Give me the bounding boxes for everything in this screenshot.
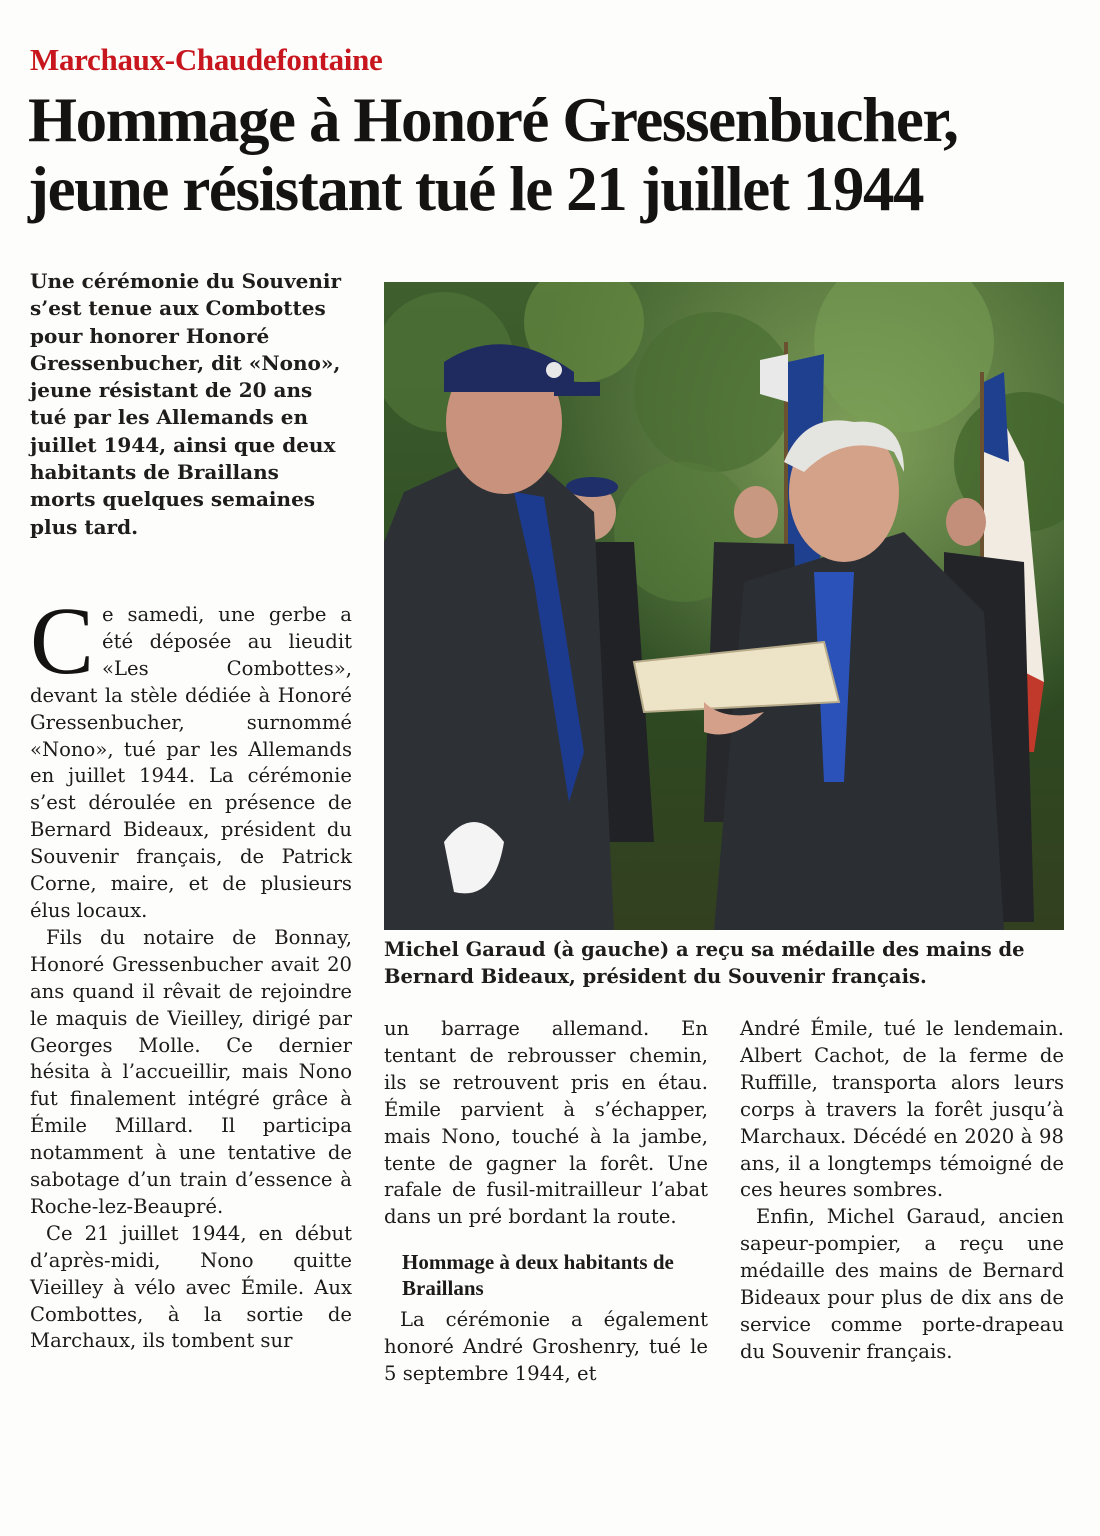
- column-3: [740, 1016, 1064, 1366]
- paragraph-5: Enfin, Michel Garaud, ancien sapeur-pompier, a reçu une médaille des mains de Bernard Bideaux pour plus de dix ans de service comme porte-drapeau du Souvenir français.: [740, 1205, 1064, 1363]
- article-intro: Une cérémonie du Souvenir s’est tenue aux Combottes pour honorer Honoré Gressenbucher, dit «Nono», jeune résistant de 20 ans tué par les Allemands en juillet 1944, ainsi que deux habitants de Braillans morts quelques semaines plus tard.: [30, 269, 341, 539]
- column-1: [30, 587, 352, 1355]
- paragraph-3-continued: un barrage allemand. En tentant de rebrousser chemin, ils se retrouvent pris en étau. Émile parvient à s’échapper, mais Nono, touché à la jambe, tente de gagner la forêt. Une rafale de fusil-mitrailleur l’abat dans un pré bordant la route.: [384, 1017, 708, 1229]
- subheading: Hommage à deux habitants de Braillans: [402, 1250, 674, 1301]
- paragraph-2: Fils du notaire de Bonnay, Honoré Gressenbucher avait 20 ans quand il rêvait de rejoindre le maquis de Vieilley, dirigé par Georges Molle. Ce dernier hésita à l’accueillir, mais Nono fut finalement intégré grâce à Émile Millard. Il participa notamment à une tentative de sabotage d’un train d’essence à Roche-lez-Beaupré.: [30, 925, 352, 1218]
- column-2: [384, 1016, 708, 1388]
- paragraph-4-continued: André Émile, tué le lendemain. Albert Cachot, de la ferme de Ruffille, transporta alors leurs corps à travers la forêt jusqu’à Marchaux. Décédé en 2020 à 98 ans, il a longtemps témoigné de ces heures sombres.: [740, 1017, 1064, 1202]
- paragraph-1: e samedi, une gerbe a été déposée au lieudit «Les Combottes», devant la stèle dédiée à Honoré Gressenbucher, surnommé «Nono», tué par les Allemands en juillet 1944. La cérémonie s’est déroulée en présence de Bernard Bideaux, président du Souvenir français, de Patrick Corne, maire, et de plusieurs élus locaux.: [30, 603, 352, 922]
- location-kicker: Marchaux-Chaudefontaine: [30, 42, 383, 77]
- paragraph-4-start: La cérémonie a également honoré André Groshenry, tué le 5 septembre 1944, et: [384, 1308, 708, 1386]
- paragraph-3-start: Ce 21 juillet 1944, en début d’après-midi, Nono quitte Vieilley à vélo avec Émile. Aux Combottes, à la sortie de Marchaux, ils tombent sur: [30, 1221, 352, 1353]
- headline: [28, 86, 1088, 224]
- photo-caption: Michel Garaud (à gauche) a reçu sa médaille des mains de Bernard Bideaux, président du Souvenir français.: [384, 938, 1025, 988]
- headline-line-2: jeune résistant tué le 21 juillet 1944: [28, 154, 924, 224]
- drop-cap: C: [30, 587, 95, 694]
- ceremony-photo: [384, 282, 1064, 930]
- headline-line-1: Hommage à Honoré Gressenbucher,: [28, 85, 958, 155]
